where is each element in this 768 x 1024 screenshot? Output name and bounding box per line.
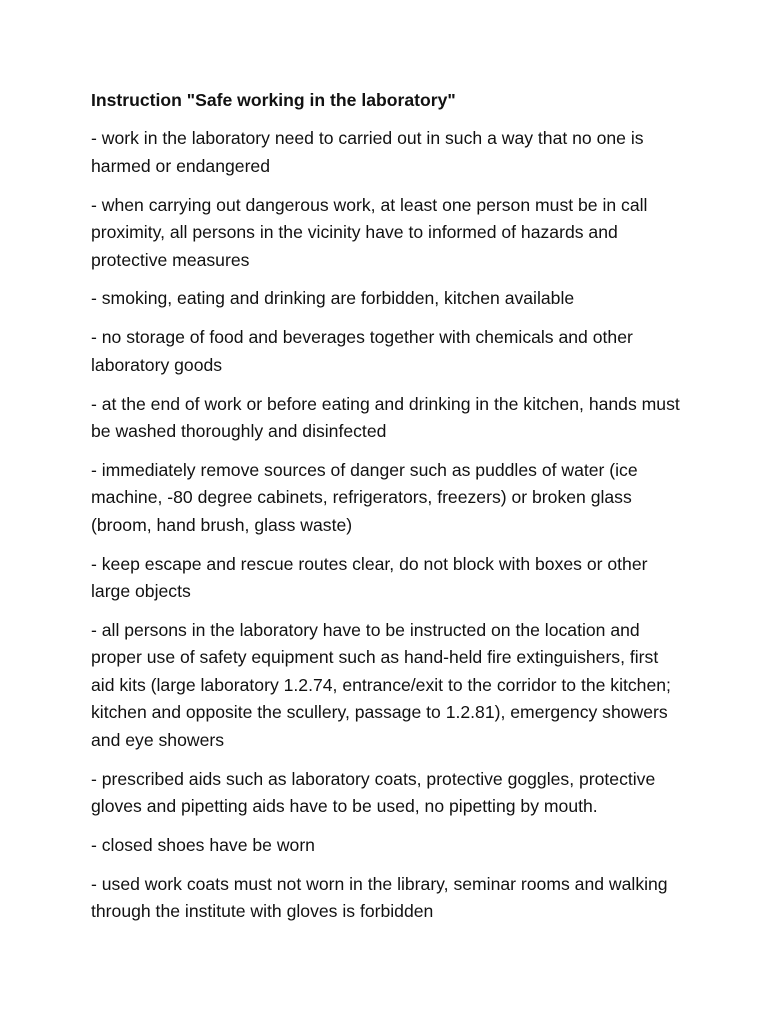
instruction-paragraph: - when carrying out dangerous work, at least one person must be in call proximity, all persons in the vicinity have to informed of hazards and protective measures — [91, 194, 648, 270]
instruction-paragraph: - all persons in the laboratory have to be instructed on the location and proper use of safety equipment such as hand-held fire extinguishers, first aid kits (large laboratory 1.2.74, entrance/exit to the corridor to the kitchen; kitchen and opposite the scullery, passage to 1.2.81), emergency showers and eye showers — [91, 620, 671, 750]
instruction-paragraph: - at the end of work or before eating and drinking in the kitchen, hands must be washed thoroughly and disinfected — [91, 393, 680, 442]
instruction-paragraph: - work in the laboratory need to carried out in such a way that no one is harmed or endangered — [91, 128, 644, 176]
instruction-paragraph: - smoking, eating and drinking are forbidden, kitchen available — [91, 288, 575, 309]
instruction-paragraph: - no storage of food and beverages together with chemicals and other laboratory goods — [91, 327, 633, 375]
instruction-paragraph: - used work coats must not worn in the library, seminar rooms and walking through the institute with gloves is forbidden — [91, 873, 668, 922]
document-title: Instruction "Safe working in the laboratory" — [91, 90, 456, 110]
instruction-paragraph: - keep escape and rescue routes clear, do not block with boxes or other large objects — [91, 553, 648, 602]
document-page — [91, 87, 681, 937]
instruction-paragraph: - immediately remove sources of danger such as puddles of water (ice machine, -80 degree cabinets, refrigerators, freezers) or broken glass (broom, hand brush, glass waste) — [91, 459, 638, 535]
instruction-paragraph: - closed shoes have be worn — [91, 834, 315, 855]
instruction-paragraph: - prescribed aids such as laboratory coats, protective goggles, protective gloves and pipetting aids have to be used, no pipetting by mouth. — [91, 768, 656, 816]
